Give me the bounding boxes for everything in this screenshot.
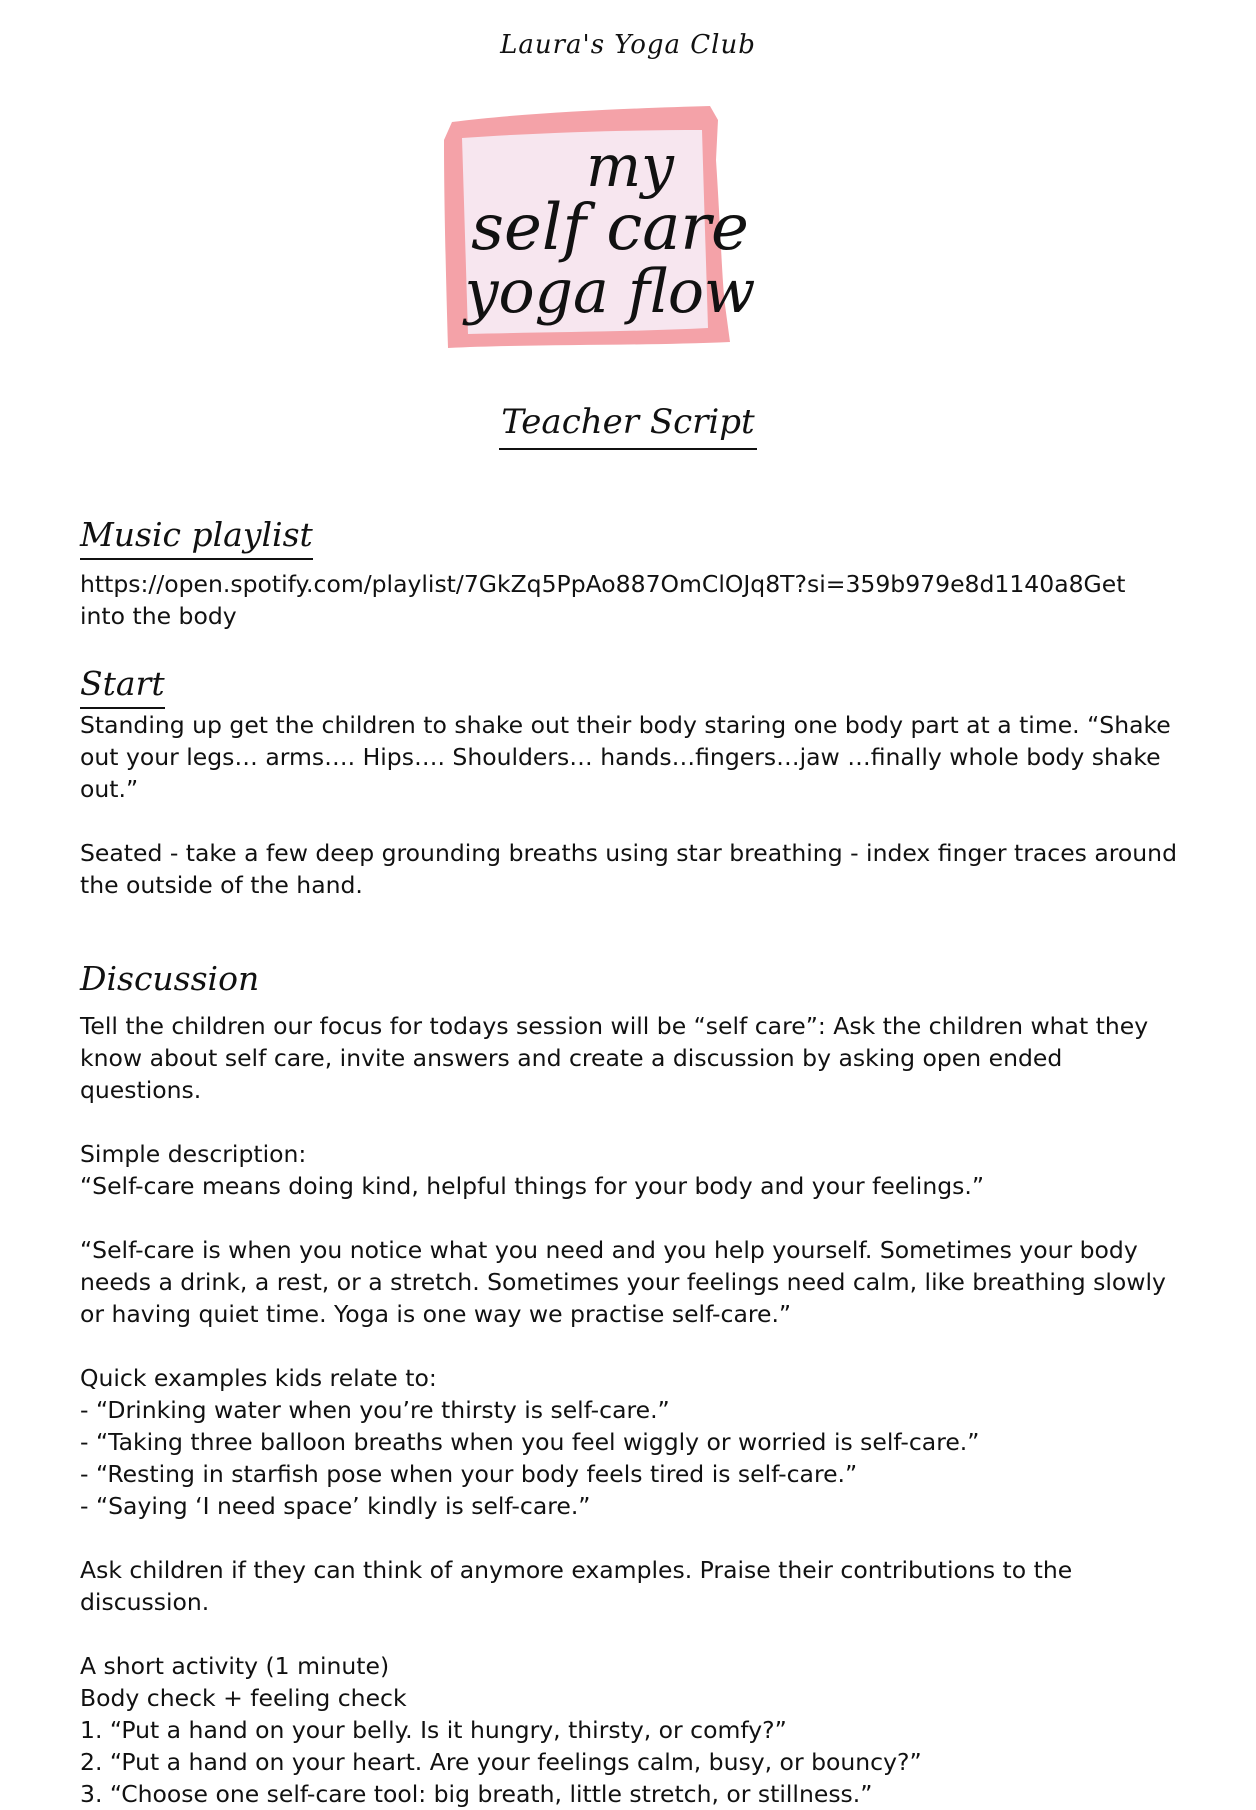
simple-description-label: Simple description:	[80, 1140, 307, 1168]
start-paragraph-1: Standing up get the children to shake out their body staring one body part at a time. “Shake out your legs… arms…. Hips…. Shoulders… hands…fingers…jaw …finally whole body shake out.”	[80, 711, 1171, 803]
list-item: 2. “Put a hand on your heart. Are your feelings calm, busy, or bouncy?”	[80, 1748, 922, 1776]
activity-label: A short activity (1 minute)	[80, 1652, 390, 1680]
list-item: - “Drinking water when you’re thirsty is self-care.”	[80, 1396, 670, 1424]
logo-text	[440, 100, 780, 360]
list-item: - “Taking three balloon breaths when you feel wiggly or worried is self-care.”	[80, 1428, 980, 1456]
discussion-heading: Discussion	[80, 959, 260, 998]
simple-description-quote: “Self-care means doing kind, helpful things for your body and your feelings.”	[80, 1172, 985, 1200]
page-title	[0, 402, 1256, 442]
playlist-trailing-text: into the body	[80, 602, 237, 630]
examples-label: Quick examples kids relate to:	[80, 1364, 437, 1392]
activity-title: Body check + feeling check	[80, 1684, 407, 1712]
playlist-heading: Music playlist	[80, 515, 313, 560]
list-item: - “Resting in starfish pose when your body feels tired is self-care.”	[80, 1460, 858, 1488]
logo-line-my: my	[586, 132, 674, 200]
list-item: - “Saying ‘I need space’ kindly is self-care.”	[80, 1492, 591, 1520]
playlist-link[interactable]: https://open.spotify.com/playlist/7GkZq5PpAo887OmClOJq8T?si=359b979e8d1140a8Get	[80, 570, 1126, 598]
long-description-quote: “Self-care is when you notice what you need and you help yourself. Sometimes your body needs a drink, a rest, or a stretch. Sometimes your feelings need calm, like breathing slowly or having quiet time. Yoga is one way we practise self-care.”	[80, 1236, 1166, 1328]
logo-line-yoga-flow: yoga flow	[464, 257, 756, 327]
club-name: Laura's Yoga Club	[500, 30, 756, 60]
discussion-intro: Tell the children our focus for todays session will be “self care”: Ask the children what they know about self care, invite answers and create a discussion by asking open ended questions.	[80, 1012, 1149, 1104]
start-heading: Start	[80, 664, 165, 709]
logo-line-self-care: self care	[471, 191, 749, 265]
logo	[440, 100, 780, 360]
playlist-block	[80, 568, 1190, 632]
list-item: 1. “Put a hand on your belly. Is it hungry, thirsty, or comfy?”	[80, 1716, 787, 1744]
list-item: 3. “Choose one self-care tool: big breath, little stretch, or stillness.”	[80, 1780, 873, 1808]
script-content	[80, 515, 1190, 1810]
ask-children-text: Ask children if they can think of anymore examples. Praise their contributions to the discussion.	[80, 1556, 1073, 1616]
page-title-text: Teacher Script	[499, 402, 756, 450]
start-paragraph-2: Seated - take a few deep grounding breaths using star breathing - index finger traces around the outside of the hand.	[80, 839, 1177, 899]
